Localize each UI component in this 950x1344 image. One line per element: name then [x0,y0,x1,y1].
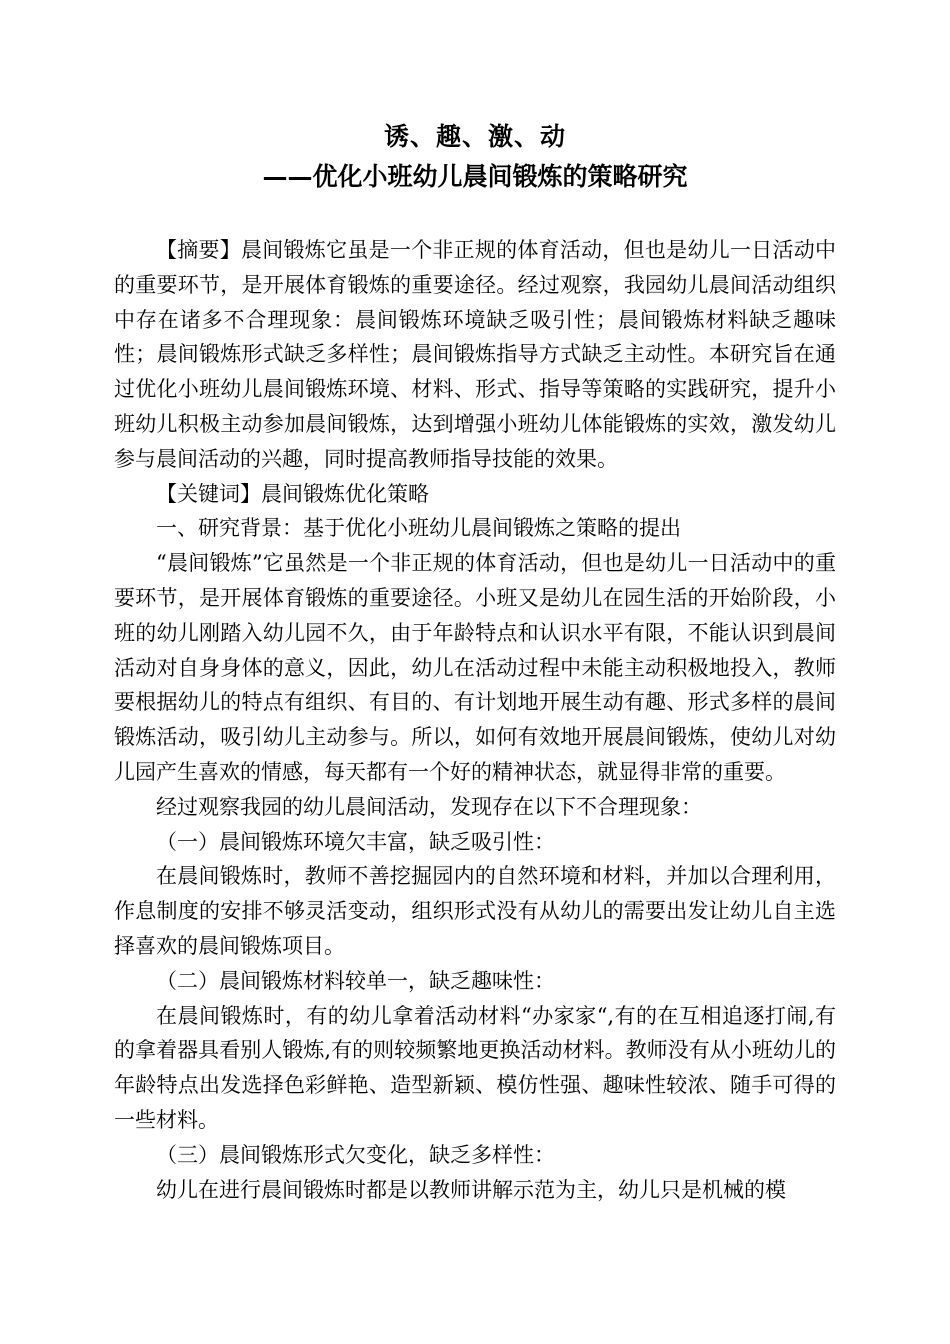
observation-intro-paragraph: 经过观察我园的幼儿晨间活动，发现存在以下不合理现象： [156,794,702,819]
subheading-materials: （二）晨间锻炼材料较单一，缺乏趣味性： [156,968,555,993]
keywords-paragraph: 【关键词】晨间锻炼优化策略 [156,481,429,506]
abstract-paragraph: 【摘要】晨间锻炼它虽是一个非正规的体育活动，但也是幼儿一日活动中的重要环节，是开展体育锻炼的重要途径。经过观察，我园幼儿晨间活动组织中存在诸多不合理现象：晨间锻炼环境缺乏吸引性；晨间锻炼材料缺乏趣味性；晨间锻炼形式缺乏多样性；晨间锻炼指导方式缺乏主动性。本研究旨在通过优化小班幼儿晨间锻炼环境、材料、形式、指导等策略的实践研究，提升小班幼儿积极主动参加晨间锻炼，达到增强小班幼儿体能锻炼的实效，激发幼儿参与晨间活动的兴趣，同时提高教师指导技能的效果。 [114,238,836,471]
forms-paragraph: 幼儿在进行晨间锻炼时都是以教师讲解示范为主，幼儿只是机械的模 [156,1177,786,1202]
document-body [114,233,836,1207]
document-subtitle: ——优化小班幼儿晨间锻炼的策略研究 [262,162,688,191]
section-heading-background: 一、研究背景：基于优化小班幼儿晨间锻炼之策略的提出 [156,516,681,541]
subheading-environment: （一）晨间锻炼环境欠丰富，缺乏吸引性： [156,829,555,854]
background-paragraph: “晨间锻炼”它虽然是一个非正规的体育活动，但也是幼儿一日活动中的重要环节，是开展体育锻炼的重要途径。小班又是幼儿在园生活的开始阶段，小班的幼儿刚踏入幼儿园不久，由于年龄特点和认识水平有限，不能认识到晨间活动对自身身体的意义，因此，幼儿在活动过程中未能主动积极地投入，教师要根据幼儿的特点有组织、有目的、有计划地开展生动有趣、形式多样的晨间锻炼活动，吸引幼儿主动参与。所以，如何有效地开展晨间锻炼，使幼儿对幼儿园产生喜欢的情感，每天都有一个好的精神状态，就显得非常的重要。 [114,551,836,784]
materials-paragraph: 在晨间锻炼时，有的幼儿拿着活动材料“办家家“,有的在互相追逐打闹,有的拿着器具看别人锻炼,有的则较频繁地更换活动材料。教师没有从小班幼儿的年龄特点出发选择色彩鲜艳、造型新颖、模仿性强、趣味性较浓、随手可得的一些材料。 [114,1003,836,1132]
environment-paragraph: 在晨间锻炼时，教师不善挖掘园内的自然环境和材料，并加以合理利用，作息制度的安排不够灵活变动，组织形式没有从幼儿的需要出发让幼儿自主选择喜欢的晨间锻炼项目。 [114,864,836,958]
subheading-forms: （三）晨间锻炼形式欠变化，缺乏多样性： [156,1142,555,1167]
document-title: 诱、趣、激、动 [383,122,566,151]
